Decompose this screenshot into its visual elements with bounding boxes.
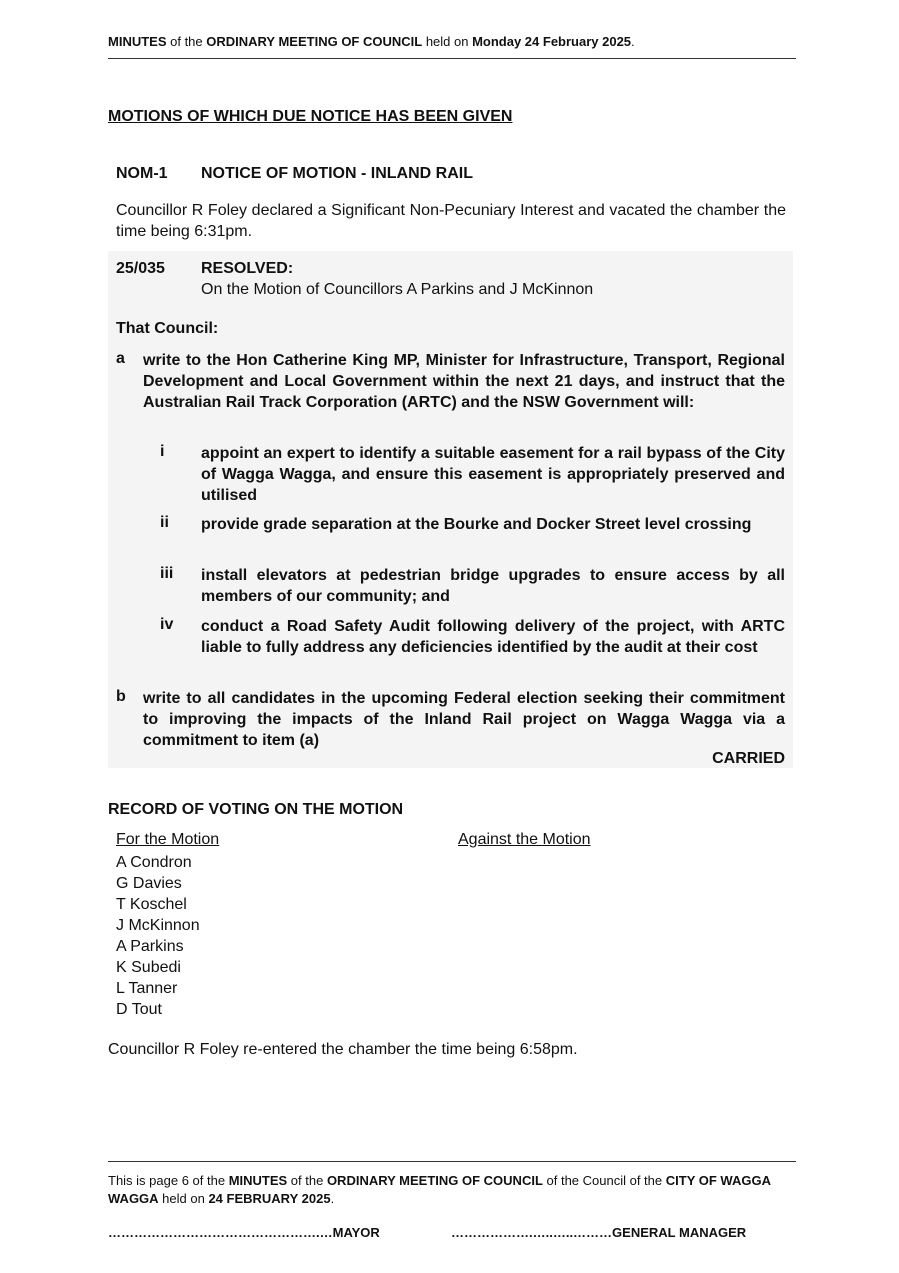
item-b-text: write to all candidates in the upcoming Federal election seeking their commitment to improving the impacts of the Inland Rail project on Wagga Wagga via a commitment to item (a) xyxy=(143,690,785,749)
reentry-note: Councillor R Foley re-entered the chamber the time being 6:58pm. xyxy=(108,1041,578,1058)
voter-name: D Tout xyxy=(116,1001,162,1018)
footer-text: held on xyxy=(158,1191,209,1206)
item-title: NOTICE OF MOTION - INLAND RAIL xyxy=(201,165,473,182)
voter-name: L Tanner xyxy=(116,980,178,997)
footer-date: 24 FEBRUARY 2025 xyxy=(208,1191,331,1206)
voter-name: K Subedi xyxy=(116,959,181,976)
footer-divider xyxy=(108,1161,796,1162)
item-a-label: a xyxy=(116,350,125,367)
header-meeting-type: ORDINARY MEETING OF COUNCIL xyxy=(206,34,423,49)
resolution-heading: RESOLVED: xyxy=(201,260,294,277)
voting-record-title: RECORD OF VOTING ON THE MOTION xyxy=(108,801,404,818)
header-text: of the xyxy=(166,34,207,49)
resolution-mover: On the Motion of Councillors A Parkins and J McKinnon xyxy=(201,281,594,298)
running-header xyxy=(108,34,796,49)
footer-minutes: MINUTES xyxy=(228,1173,288,1188)
subitem-text: provide grade separation at the Bourke and Docker Street level crossing xyxy=(201,516,752,533)
item-a-text: write to the Hon Catherine King MP, Minister for Infrastructure, Transport, Regional Development and Local Government within the next 21 days, and instruct that the Australian Rail Track Corporation (ARTC) and the NSW Government will: xyxy=(143,352,785,411)
footer-text: of the xyxy=(287,1173,327,1188)
header-divider xyxy=(108,58,796,59)
for-motion-list xyxy=(116,852,200,1020)
voter-name: A Parkins xyxy=(116,938,184,955)
subitem-text: conduct a Road Safety Audit following delivery of the project, with ARTC liable to fully address any deficiencies identified by the audit at their cost xyxy=(201,618,785,656)
mayor-signature-line: ………………………………………….…MAYOR xyxy=(108,1225,380,1240)
against-motion-heading: Against the Motion xyxy=(458,831,591,848)
that-council-label: That Council: xyxy=(116,320,219,337)
section-title: MOTIONS OF WHICH DUE NOTICE HAS BEEN GIVEN xyxy=(108,108,513,125)
subitem-label: i xyxy=(160,443,165,460)
general-manager-signature-line: ……………….…..…..………GENERAL MANAGER xyxy=(451,1225,747,1240)
item-b-label: b xyxy=(116,688,126,705)
subitem-text: install elevators at pedestrian bridge upgrades to ensure access by all members of our community; and xyxy=(201,567,785,605)
subitem-label: ii xyxy=(160,514,169,531)
header-date: Monday 24 February 2025 xyxy=(472,34,632,49)
voter-name: J McKinnon xyxy=(116,917,200,934)
footer-text: of the Council of the xyxy=(542,1173,666,1188)
declaration-paragraph: Councillor R Foley declared a Significant Non-Pecuniary Interest and vacated the chamber the time being 6:31pm. xyxy=(116,202,786,240)
footer-text: This is page 6 of the xyxy=(108,1173,229,1188)
subitem-text: appoint an expert to identify a suitable easement for a rail bypass of the City of Wagga Wagga, and ensure this easement is appropriately preserved and utilised xyxy=(201,445,785,504)
for-motion-heading: For the Motion xyxy=(116,831,220,848)
subitem-label: iv xyxy=(160,616,174,633)
header-minutes: MINUTES xyxy=(108,34,167,49)
footer-council-name: CITY OF WAGGA WAGGA xyxy=(108,1173,771,1206)
header-text: . xyxy=(631,34,635,49)
page-footer xyxy=(108,1172,796,1208)
resolution-outcome: CARRIED xyxy=(712,750,785,767)
voter-name: A Condron xyxy=(116,854,192,871)
voter-name: G Davies xyxy=(116,875,182,892)
header-text: held on xyxy=(422,34,473,49)
resolution-number: 25/035 xyxy=(116,260,165,277)
item-code: NOM-1 xyxy=(116,165,168,182)
footer-text: . xyxy=(330,1191,335,1206)
voter-name: T Koschel xyxy=(116,896,187,913)
subitem-label: iii xyxy=(160,565,174,582)
footer-meeting-type: ORDINARY MEETING OF COUNCIL xyxy=(326,1173,543,1188)
